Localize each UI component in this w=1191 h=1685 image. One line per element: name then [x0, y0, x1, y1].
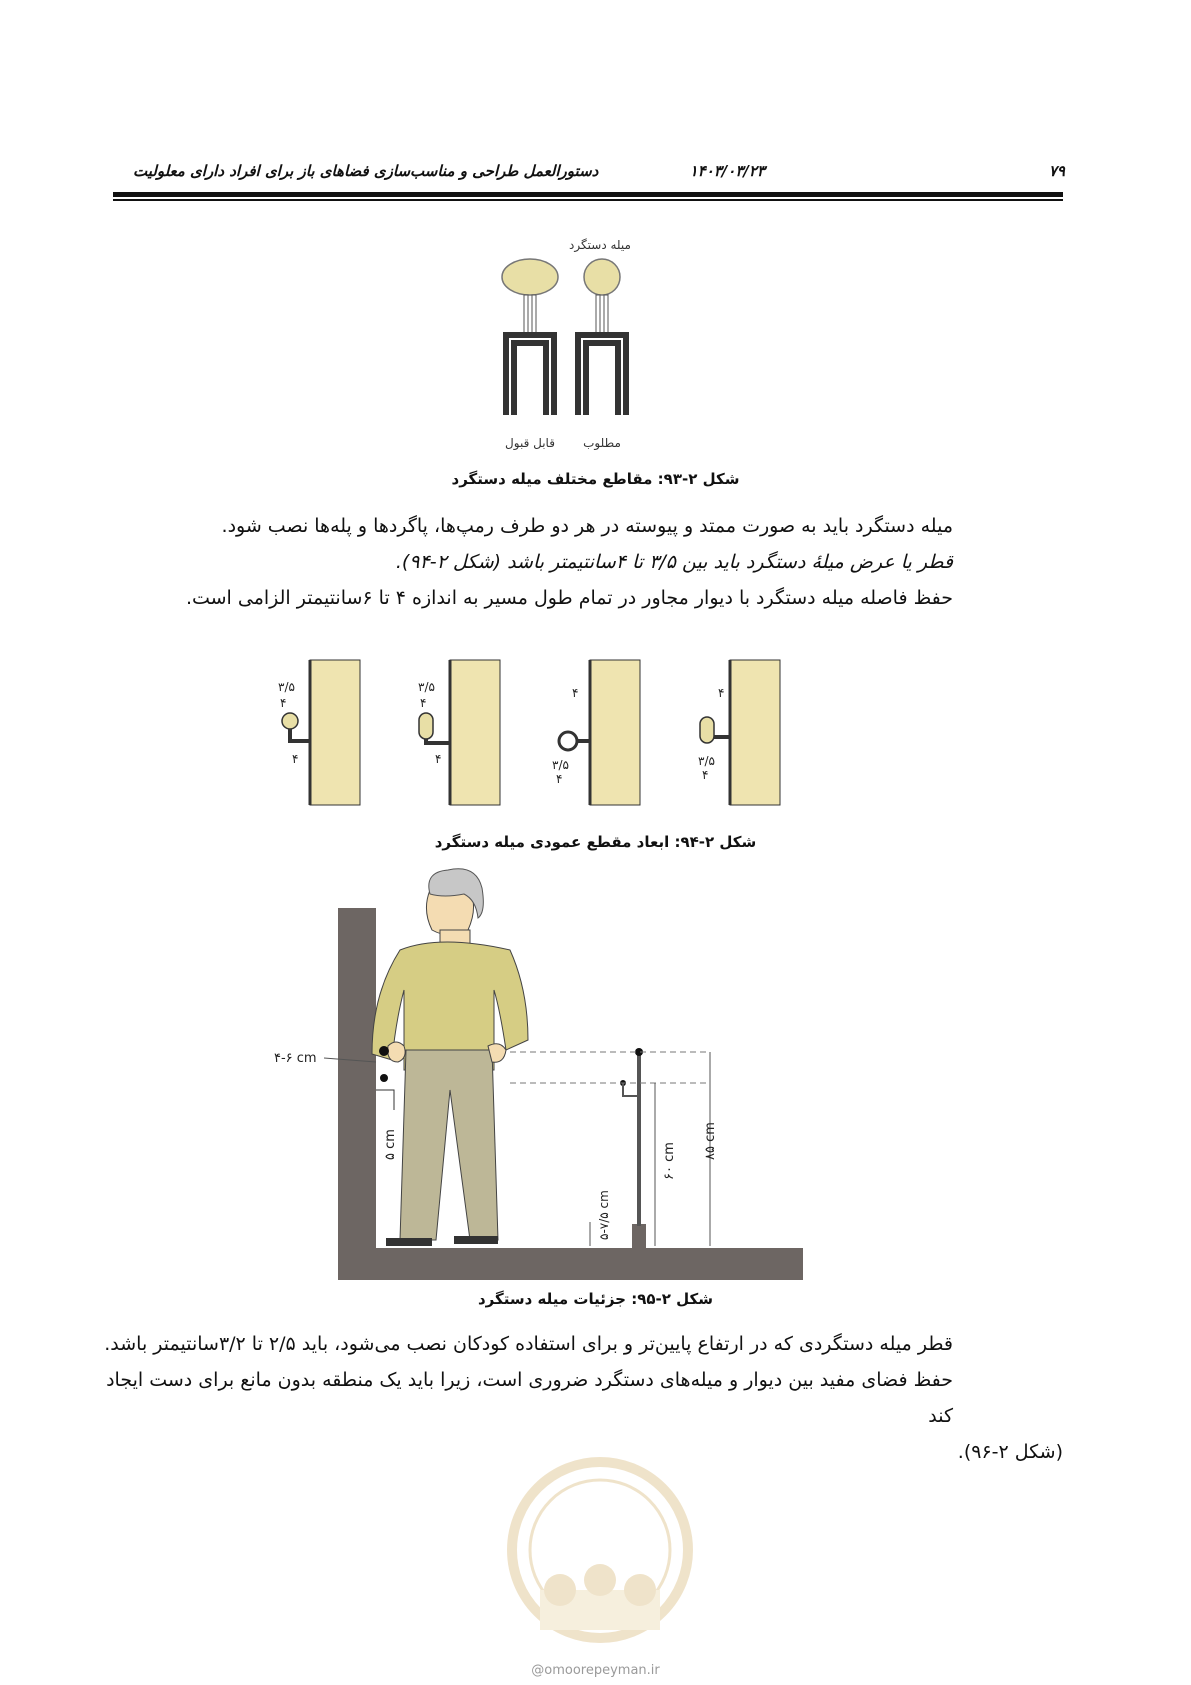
header-date: ۱۴۰۳/۰۳/۲۳	[689, 162, 765, 180]
paragraph-1-line-3: حفظ فاصله میله دستگرد با دیوار مجاور در تمام طول مسیر به اندازه ۴ تا ۶سانتیمتر الزامی است.	[185, 587, 953, 609]
paragraph-2-line-2: حفظ فضای مفید بین دیوار و میله‌های دستگرد ضروری است، زیرا باید یک منطقه بدون مانع برای دست ایجاد کند	[106, 1369, 953, 1427]
header-rule-thick	[113, 192, 1063, 197]
watermark-gear-left	[544, 1574, 576, 1606]
fig93-label-desired: مطلوب	[583, 436, 621, 450]
fig94-panel-2	[418, 660, 500, 805]
fig95-post-base	[632, 1224, 646, 1248]
fig94-dim-35-4: ۳/۵	[698, 754, 715, 768]
paragraph-2-line-3: (شکل ۲-۹۶).	[957, 1441, 1063, 1463]
watermark-site: @omoorepeyman.ir	[531, 1663, 660, 1678]
fig93-stem-left-b	[532, 295, 536, 335]
fig94-panel-1	[278, 660, 360, 805]
header-title: دستورالعمل طراحی و مناسب‌سازی فضاهای باز برای افراد دارای معلولیت	[133, 162, 599, 180]
fig94-rail-3	[559, 732, 577, 750]
figure-94-caption: شکل ۲-۹۴: ابعاد مقطع عمودی میله دستگرد	[434, 833, 757, 851]
page-header	[115, 162, 1065, 186]
fig93-stem-right-b	[604, 295, 608, 335]
fig94-rail-1	[282, 713, 298, 729]
paragraph-1-line-2: قطر یا عرض میلهٔ دستگرد باید بین ۳/۵ تا ۴سانتیمتر باشد (شکل ۲-۹۴).	[395, 551, 953, 573]
fig94-dim-4-4b: ۴	[702, 768, 709, 782]
fig93-bracket-left	[506, 335, 554, 415]
fig94-dim-35-1: ۳/۵	[278, 680, 295, 694]
watermark-logo	[500, 1440, 700, 1650]
fig94-dim-35-2: ۳/۵	[418, 680, 435, 694]
fig94-arm-2	[426, 739, 450, 743]
figure-93-handrail-sections	[470, 235, 670, 485]
figure-95-caption: شکل ۲-۹۵: جزئیات میله دستگرد	[477, 1290, 714, 1308]
fig95-label-5cm: ۵ cm	[383, 1129, 398, 1160]
fig94-wall-3	[590, 660, 640, 805]
fig95-wall-bracket	[376, 1090, 394, 1110]
figure-95-handrail-details	[274, 870, 820, 1280]
fig94-dim-4-1b: ۴	[292, 752, 299, 766]
fig94-rail-2	[419, 713, 433, 739]
fig93-oval-section	[502, 259, 558, 295]
watermark-gear-mid	[584, 1564, 616, 1596]
fig95-wall-rail-lower	[380, 1074, 388, 1082]
page-number: ۷۹	[1048, 162, 1065, 180]
fig95-label-base: ۵-۷/۵ cm	[597, 1190, 611, 1240]
fig95-person	[372, 869, 528, 1246]
header-rule-thin	[113, 199, 1063, 201]
fig94-rail-4	[700, 717, 714, 743]
fig93-stem-left-a	[524, 295, 528, 335]
fig94-wall-4	[730, 660, 780, 805]
fig95-wall-rail-upper	[379, 1046, 389, 1056]
fig94-arm-1	[290, 729, 310, 741]
fig95-label-60cm: ۶۰ cm	[662, 1142, 677, 1180]
figure-94-handrail-vertical-sections	[270, 655, 830, 815]
figure-93-caption: شکل ۲-۹۳: مقاطع مختلف میله دستگرد	[451, 470, 740, 488]
fig93-round-section	[584, 259, 620, 295]
fig93-top-label: میله دستگرد	[569, 238, 631, 252]
fig94-dim-4-3b: ۴	[556, 772, 563, 786]
fig94-dim-4-1a: ۴	[280, 696, 287, 710]
fig94-panel-4	[698, 660, 780, 805]
fig93-label-acceptable: قابل قبول	[505, 436, 555, 450]
fig94-dim-4-2a: ۴	[420, 696, 427, 710]
fig95-label-85cm: ۸۵ cm	[703, 1122, 718, 1160]
fig94-dim-4-2b: ۴	[435, 752, 442, 766]
fig94-wall-2	[450, 660, 500, 805]
fig94-wall-1	[310, 660, 360, 805]
fig95-hand-left	[388, 1042, 405, 1062]
fig94-dim-4-3a: ۴	[572, 686, 579, 700]
fig93-bracket-right	[578, 335, 626, 415]
paragraph-2-line-1: قطر میله دستگردی که در ارتفاع پایین‌تر و برای استفاده کودکان نصب می‌شود، باید ۲/۵ تا ۳/۲سانتیمتر باشد.	[104, 1333, 953, 1355]
fig94-dim-35-3: ۳/۵	[552, 758, 569, 772]
fig95-pants	[400, 1050, 498, 1240]
fig94-panel-3	[552, 660, 640, 805]
fig95-label-wall-gap: ۴-۶ cm	[274, 1051, 317, 1066]
fig94-dim-4-4a: ۴	[718, 686, 725, 700]
fig93-stem-right-a	[596, 295, 600, 335]
paragraph-1	[133, 508, 953, 616]
watermark-gear-right	[624, 1574, 656, 1606]
paragraph-1-line-1: میله دستگرد باید به صورت ممتد و پیوسته در هر دو طرف رمپ‌ها، پاگردها و پله‌ها نصب شود.	[221, 515, 953, 537]
